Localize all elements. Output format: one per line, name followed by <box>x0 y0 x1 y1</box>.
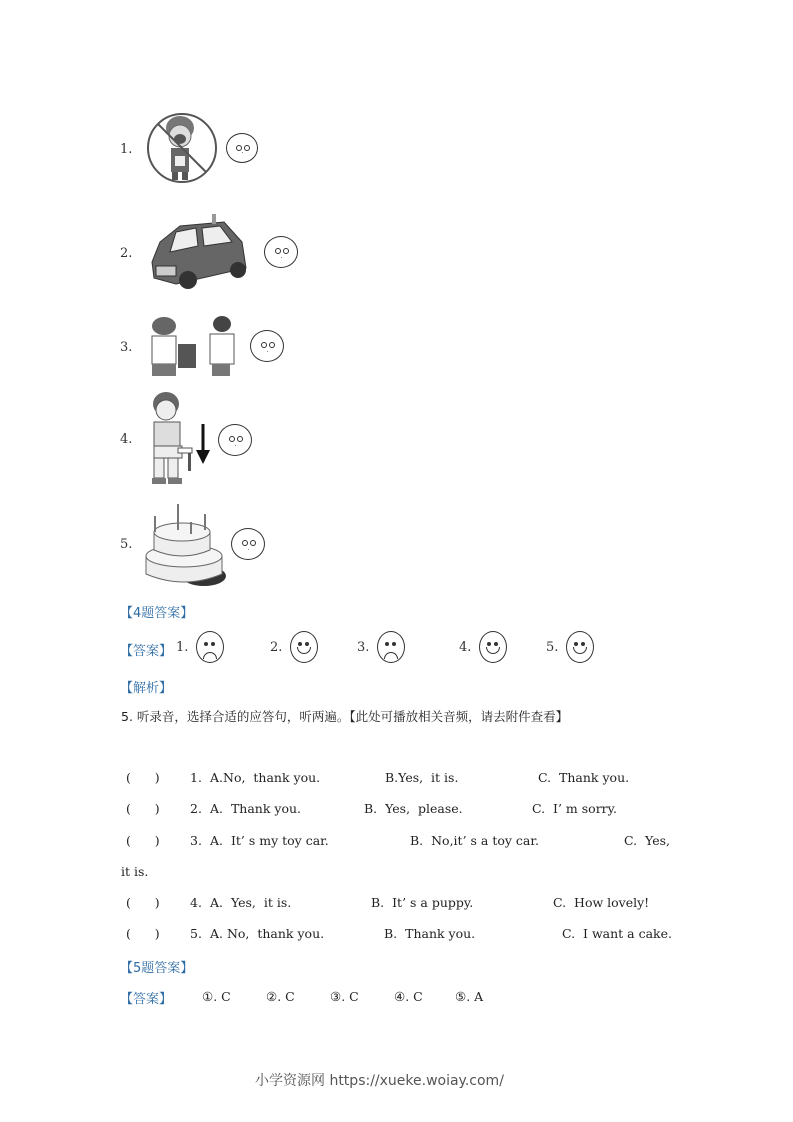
blank-face-1 <box>226 133 258 163</box>
q4-item-3-number: 3. <box>120 340 133 355</box>
blank-face-5 <box>231 528 265 560</box>
boy-shouting-prohibited-icon <box>144 106 220 186</box>
sad-face-icon <box>196 631 224 663</box>
q4-item-2-number: 2. <box>120 246 133 261</box>
q5-item-3-option-c: C. Yes, <box>624 833 670 848</box>
q5-item-4-option-a: A. Yes, it is. <box>210 895 292 910</box>
answer-blank-2[interactable]: ( ) <box>126 801 160 816</box>
q5-item-3-number: 3. <box>190 833 202 848</box>
blank-face-2 <box>264 236 298 268</box>
q5-item-3-option-b: B. No,it’ s a toy car. <box>410 833 539 848</box>
q5-answer-label: 【答案】 <box>120 992 173 1007</box>
blank-face-4 <box>218 424 252 456</box>
q4-answer-4-number: 4. <box>459 640 472 655</box>
q4-item-1-number: 1. <box>120 142 133 157</box>
q5-item-4-option-c: C. How lovely! <box>553 895 650 910</box>
q5-answer-4: ④. C <box>394 989 423 1004</box>
q4-answer-1-number: 1. <box>176 640 189 655</box>
q5-item-4-number: 4. <box>190 895 202 910</box>
q5-item-3-option-a: A. It’ s my toy car. <box>210 833 329 848</box>
q5-item-4-option-b: B. It’ s a puppy. <box>371 895 474 910</box>
q5-item-1-option-a: A.No, thank you. <box>210 770 321 785</box>
q4-answer-3-number: 3. <box>357 640 370 655</box>
q5-item-5-option-a: A. No, thank you. <box>210 926 325 941</box>
q5-answer-1: ①. C <box>202 989 231 1004</box>
q5-item-1-option-b: B.Yes, it is. <box>385 770 459 785</box>
analysis-label: 【解析】 <box>120 681 173 696</box>
q5-item-2-option-c: C. I’ m sorry. <box>532 801 618 816</box>
q5-answer-header: 【5题答案】 <box>120 961 194 976</box>
q4-answer-5-number: 5. <box>546 640 559 655</box>
q5-item-2-number: 2. <box>190 801 202 816</box>
down-arrow-icon <box>196 424 210 464</box>
happy-face-icon <box>566 631 594 663</box>
q5-item-1-number: 1. <box>190 770 202 785</box>
q5-item-5-option-b: B. Thank you. <box>384 926 476 941</box>
answer-blank-5[interactable]: ( ) <box>126 926 160 941</box>
q5-answer-2: ②. C <box>266 989 295 1004</box>
birthday-cake-icon <box>144 504 230 590</box>
q5-answer-5: ⑤. A <box>455 989 484 1004</box>
q5-item-1-option-c: C. Thank you. <box>538 770 630 785</box>
q5-instruction: 5. 听录音，选择合适的应答句，听两遍。【此处可播放相关音频，请去附件查看】 <box>121 709 569 724</box>
q5-item-5-option-c: C. I want a cake. <box>562 926 672 941</box>
answer-blank-4[interactable]: ( ) <box>126 895 160 910</box>
happy-face-icon <box>290 631 318 663</box>
q5-item-3-option-c-continued: it is. <box>121 864 149 879</box>
q4-item-4-number: 4. <box>120 432 133 447</box>
happy-face-icon <box>479 631 507 663</box>
boy-sitting-icon <box>144 390 196 488</box>
q5-item-5-number: 5. <box>190 926 202 941</box>
blank-face-3 <box>250 330 284 362</box>
girl-giving-bag-to-boy-icon <box>146 314 244 376</box>
q4-item-5-number: 5. <box>120 537 133 552</box>
q5-answer-3: ③. C <box>330 989 359 1004</box>
q5-item-2-option-a: A. Thank you. <box>210 801 301 816</box>
q5-item-2-option-b: B. Yes, please. <box>364 801 463 816</box>
footer-watermark: 小学资源网 https://xueke.woiay.com/ <box>255 1073 504 1089</box>
q4-answer-header: 【4题答案】 <box>120 606 194 621</box>
answer-blank-1[interactable]: ( ) <box>126 770 160 785</box>
q4-answer-label: 【答案】 <box>120 644 173 659</box>
sad-face-icon <box>377 631 405 663</box>
answer-blank-3[interactable]: ( ) <box>126 833 160 848</box>
toy-car-icon <box>146 212 252 294</box>
q4-answer-2-number: 2. <box>270 640 283 655</box>
